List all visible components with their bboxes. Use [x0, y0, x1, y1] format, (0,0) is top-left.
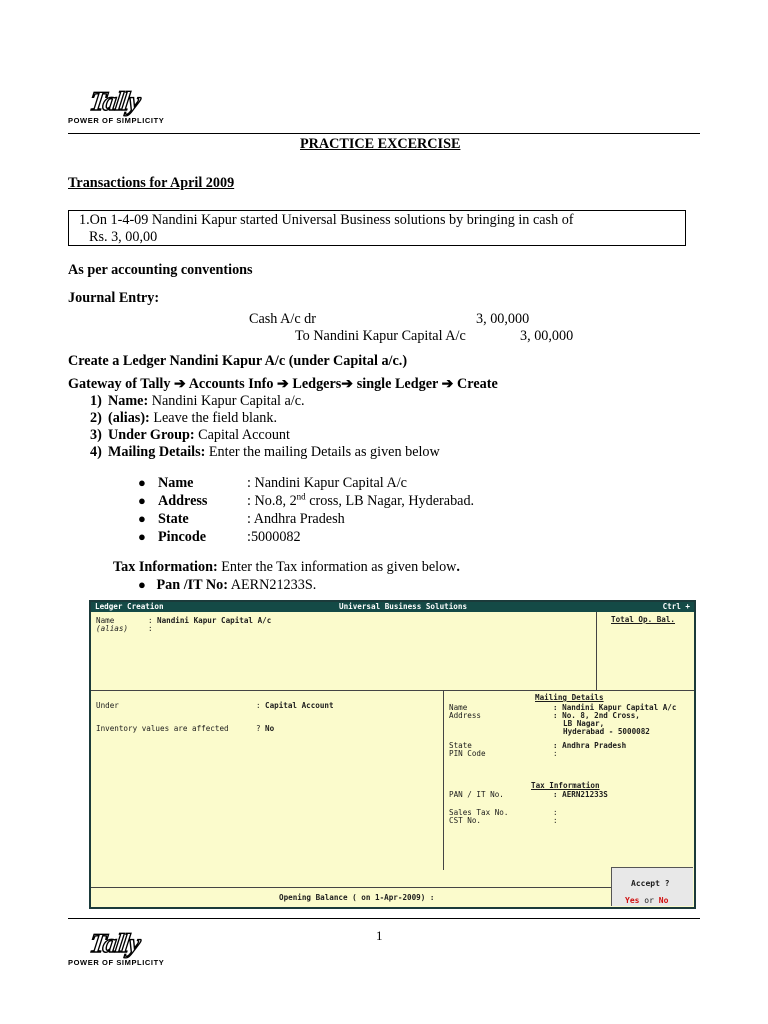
under-group-field[interactable]: Capital Account	[265, 701, 334, 710]
journal-credit-label: To Nandini Kapur Capital A/c	[295, 328, 466, 344]
mail-address-line-3[interactable]: Hyderabad - 5000082	[563, 727, 650, 736]
accept-question: Accept ?	[631, 879, 670, 888]
sales-tax-field[interactable]: :	[553, 808, 558, 817]
page-title: PRACTICE EXCERCISE	[300, 136, 461, 152]
total-op-bal-label: Total Op. Bal.	[611, 615, 676, 624]
gateway-step: single Ledger	[356, 376, 439, 392]
list-item: 3) Under Group: Capital Account	[90, 427, 290, 443]
mail-state-label: State	[449, 741, 472, 750]
arrow-icon: ➔	[174, 376, 186, 392]
mail-state-field[interactable]: : Andhra Pradesh	[553, 741, 627, 750]
journal-heading: Journal Entry:	[68, 290, 160, 306]
create-ledger-heading: Create a Ledger Nandini Kapur A/c (under Capital a/c.)	[68, 353, 408, 369]
cst-field[interactable]: :	[553, 816, 558, 825]
list-item: ● State : Andhra Pradesh	[138, 511, 345, 527]
gateway-step: Accounts Info	[188, 376, 274, 392]
tally-bar-ctrl: Ctrl +	[662, 602, 690, 611]
bullet-icon: ●	[138, 577, 146, 592]
arrow-icon: ➔	[441, 376, 454, 392]
bullet-icon: ●	[138, 511, 146, 526]
mailing-list	[138, 475, 474, 547]
list-item: 1) Name: Nandini Kapur Capital a/c.	[90, 393, 305, 409]
sales-tax-label: Sales Tax No.	[449, 808, 509, 817]
ledger-name-colon: :	[148, 616, 153, 625]
tax-information-title: Tax Information	[531, 781, 600, 790]
gateway-step: Gateway of Tally	[68, 376, 171, 392]
journal-debit-amount: 3, 00,000	[476, 311, 530, 327]
no-button[interactable]: No	[658, 896, 669, 905]
conventions-heading: As per accounting conventions	[68, 262, 253, 278]
yes-button[interactable]: Yes	[625, 896, 640, 905]
pan-label: PAN / IT No.	[449, 790, 504, 799]
bullet-icon: ●	[138, 493, 146, 508]
list-item: 4) Mailing Details: Enter the mailing Details as given below	[90, 444, 440, 460]
tally-logo-footer	[68, 928, 168, 978]
gateway-path	[68, 376, 498, 393]
tally-title-bar	[91, 602, 694, 612]
accept-options	[625, 896, 668, 905]
mail-pin-field[interactable]: :	[553, 749, 558, 758]
ledger-name-label: Name	[96, 616, 115, 625]
cst-label: CST No.	[449, 816, 482, 825]
inventory-q: ?	[256, 724, 261, 733]
arrow-icon: ➔	[276, 376, 289, 392]
tally-logo-mark: Tally	[87, 928, 142, 958]
pan-field[interactable]: : AERN21233S	[553, 790, 608, 799]
tally-bar-company: Universal Business Solutions	[339, 602, 468, 611]
divider	[91, 690, 694, 691]
divider	[91, 887, 611, 888]
list-item: ● Pincode :5000082	[138, 529, 301, 545]
inventory-field[interactable]: No	[265, 724, 275, 733]
steps-list	[68, 393, 440, 461]
under-label: Under	[96, 701, 119, 710]
tally-logo-tagline: POWER OF SIMPLICITY	[68, 958, 165, 967]
section-subtitle: Transactions for April 2009	[68, 175, 235, 191]
mailing-details-title: Mailing Details	[535, 693, 604, 702]
transaction-box	[68, 210, 686, 246]
list-item: ● Name : Nandini Kapur Capital A/c	[138, 475, 407, 491]
ledger-alias-field[interactable]: :	[148, 624, 153, 633]
mail-name-label: Name	[449, 703, 468, 712]
tally-bar-left: Ledger Creation	[95, 602, 164, 611]
ledger-alias-label: (alias)	[96, 624, 129, 633]
tax-info-line: Tax Information: Enter the Tax information as given below.	[113, 559, 460, 575]
bullet-icon: ●	[138, 529, 146, 544]
transaction-line-1: 1.On 1-4-09 Nandini Kapur started Universal Business solutions by bringing in cash of	[79, 212, 574, 228]
list-item: 2) (alias): Leave the field blank.	[90, 410, 278, 426]
mail-address-line-2[interactable]: LB Nagar,	[563, 719, 605, 728]
mail-name-field[interactable]: : Nandini Kapur Capital A/c	[553, 703, 677, 712]
divider	[596, 612, 597, 690]
tally-logo-mark: Tally	[87, 86, 142, 116]
divider	[443, 690, 444, 870]
under-colon: :	[256, 701, 261, 710]
journal-debit-label: Cash A/c dr	[249, 311, 316, 327]
or-text: or	[644, 896, 654, 905]
tally-logo-tagline: POWER OF SIMPLICITY	[68, 116, 165, 125]
gateway-step: Ledgers	[292, 376, 342, 392]
journal-credit-amount: 3, 00,000	[520, 328, 574, 344]
footer-rule	[68, 918, 700, 919]
mail-address-label: Address	[449, 711, 482, 720]
transaction-line-2: Rs. 3, 00,00	[89, 229, 158, 245]
ledger-name-field[interactable]: Nandini Kapur Capital A/c	[157, 616, 272, 625]
tally-logo	[68, 86, 168, 136]
header-rule	[68, 133, 700, 134]
mail-pin-label: PIN Code	[449, 749, 486, 758]
gateway-step: Create	[457, 376, 498, 392]
opening-balance-label[interactable]: Opening Balance ( on 1-Apr-2009) :	[279, 893, 435, 902]
inventory-label: Inventory values are affected	[96, 724, 229, 733]
accept-dialog	[611, 867, 693, 906]
bullet-icon: ●	[138, 475, 146, 490]
mail-address-line-1[interactable]: : No. 8, 2nd Cross,	[553, 711, 640, 720]
arrow-icon: ➔	[341, 376, 354, 392]
list-item: ● Address : No.8, 2nd cross, LB Nagar, Hyderabad.	[138, 491, 475, 509]
page-number: 1	[376, 928, 383, 943]
pan-line: ● Pan /IT No: AERN21233S.	[138, 577, 317, 593]
tally-ledger-screen	[89, 600, 696, 909]
